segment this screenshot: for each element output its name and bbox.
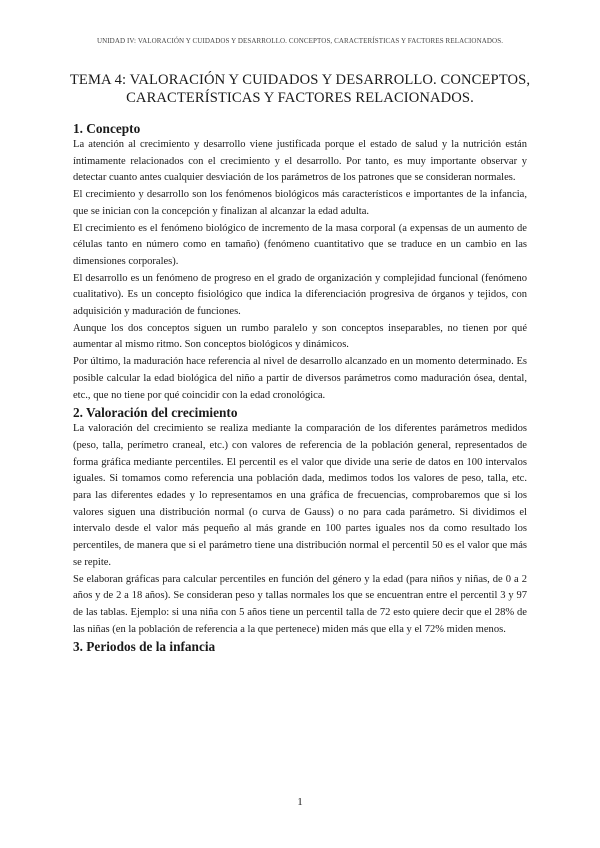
paragraph: La atención al crecimiento y desarrollo viene justificada porque el estado de salud y la nutrición están íntimamente relacionados con el crecimiento y el desarrollo. Por tanto, es muy importante observar y detectar cuanto antes cualquier desviación de los parámetros de los patrones que se consideran normales. bbox=[73, 139, 527, 184]
page-number: 1 bbox=[297, 796, 303, 808]
paragraph: La valoración del crecimiento se realiza mediante la comparación de los diferentes parámetros medidos (peso, talla, perímetro craneal, etc.) con valores de referencia de la población general, representados de forma gráfica mediante percentiles. El percentil es el valor que divide una serie de datos en 100 intervalos iguales. Si tomamos como referencia una población dada, medimos todos los valores de peso, talla, etc. para las diferentes edades y lo representamos en una gráfica de frecuencias, comprobaremos que si los valores siguen una distribución normal (o curva de Gauss) o no para cada parámetro. Si dividimos el intervalo desde el valor más pequeño al más grande en 100 partes iguales nos da como resultado los percentiles, de manera que si el parámetro tiene una distribución normal el percentil 50 es el valor que más se repite. bbox=[73, 423, 527, 568]
document-title: TEMA 4: VALORACIÓN Y CUIDADOS Y DESARROLLO. CONCEPTOS, CARACTERÍSTICAS Y FACTORES RELACIONADOS. bbox=[69, 72, 531, 106]
paragraph: El desarrollo es un fenómeno de progreso en el grado de organización y complejidad funcional (fenómeno cualitativo). Es un concepto fisiológico que indica la diferenciación progresiva de órganos y tejidos, con adquisición y maduración de funciones. bbox=[73, 272, 527, 318]
section-heading: 2. Valoración del crecimiento bbox=[73, 405, 238, 421]
paragraph: Por último, la maduración hace referencia al nivel de desarrollo alcanzado en un momento determinado. Es posible calcular la edad biológica del niño a partir de diversos parámetros como maduración ósea, dental, etc., que no tiene por qué coincidir con la edad cronológica. bbox=[73, 356, 527, 401]
paragraph: El crecimiento es el fenómeno biológico de incremento de la masa corporal (a expensas de un aumento de células tanto en número como en tamaño) (fenómeno cuantitativo que se traduce en un cambio en las dimensiones corporales). bbox=[73, 222, 527, 267]
running-header: UNIDAD IV: VALORACIÓN Y CUIDADOS Y DESARROLLO. CONCEPTOS, CARACTERÍSTICAS Y FACTORES RELACIONADOS. bbox=[96, 37, 504, 45]
section-heading: 3. Periodos de la infancia bbox=[73, 639, 216, 655]
paragraph: Se elaboran gráficas para calcular percentiles en función del género y la edad (para niños y niñas, de 0 a 2 años y de 2 a 18 años). Se consideran peso y tallas normales los que se encuentran entre el percentil 3 y 97 de las tablas. Ejemplo: si una niña con 5 años tiene un percentil talla de 72 esto quiere decir que el 28% de las niñas (en la población de referencia a la que pertenece) miden más que ella y el 72% miden menos. bbox=[73, 573, 527, 635]
document-body bbox=[73, 120, 527, 655]
paragraph: Aunque los dos conceptos siguen un rumbo paralelo y son conceptos inseparables, no tienen por qué aumentar al mismo ritmo. Son conceptos biológicos y dinámicos. bbox=[73, 322, 527, 351]
paragraph: El crecimiento y desarrollo son los fenómenos biológicos más característicos e importantes de la infancia, que se inician con la concepción y finalizan al alcanzar la edad adulta. bbox=[73, 189, 527, 217]
section-heading: 1. Concepto bbox=[73, 121, 141, 136]
